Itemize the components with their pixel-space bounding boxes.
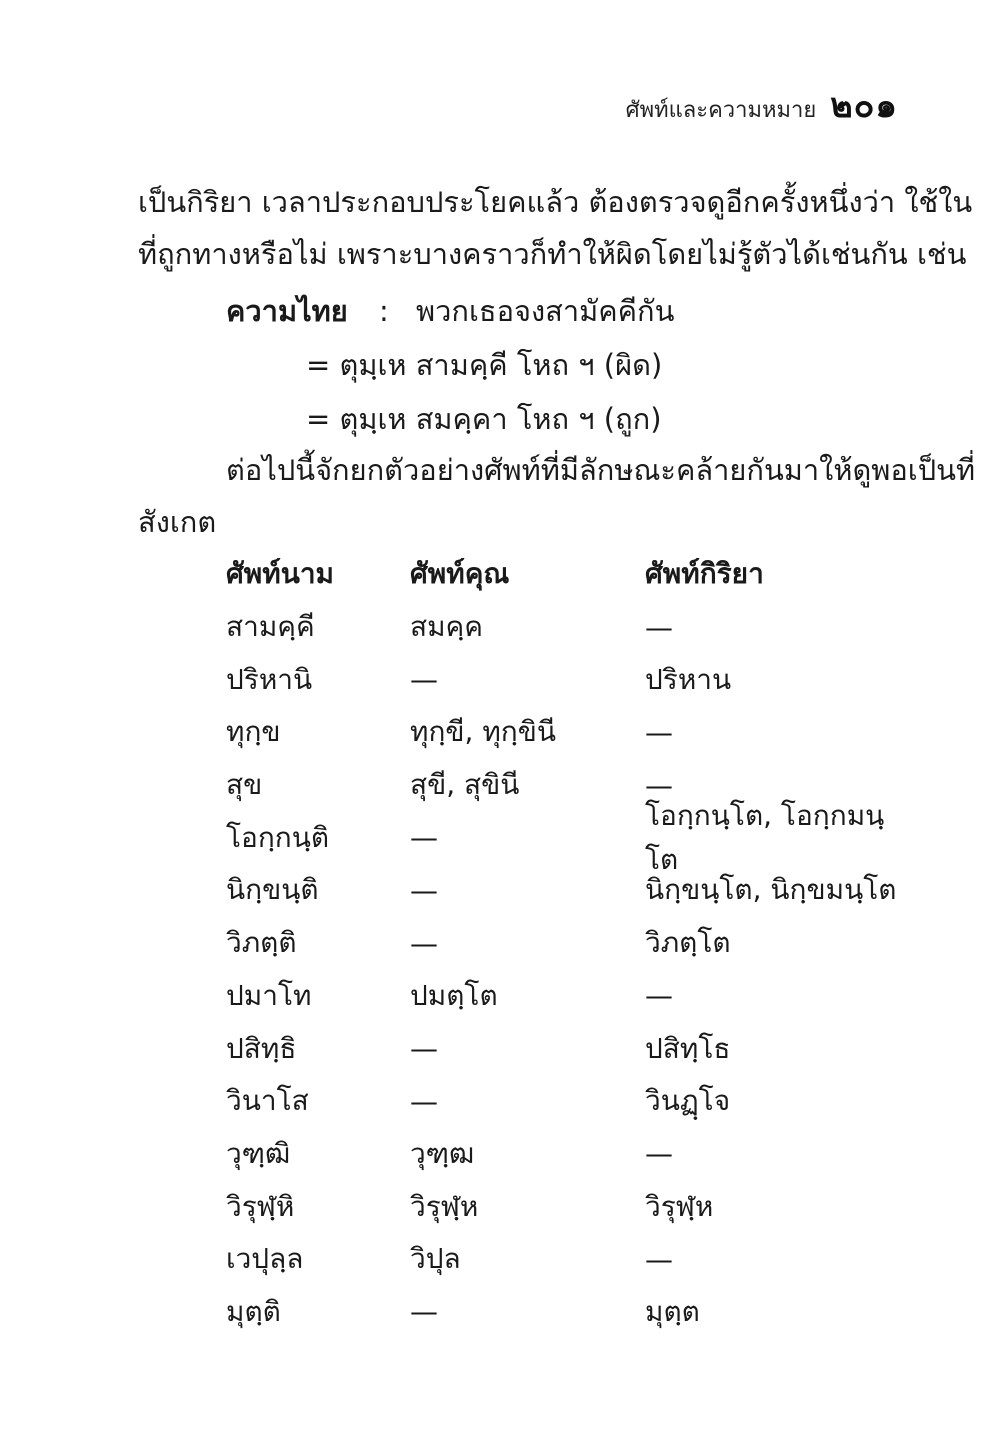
verb-cell: — [645, 610, 673, 644]
adjective-cell: — [410, 1084, 438, 1118]
table-row [226, 1128, 906, 1181]
verb-cell: วิภตฺโต [645, 926, 731, 960]
adjective-cell: — [410, 821, 438, 855]
table-row [226, 1233, 906, 1286]
adjective-cell: — [410, 926, 438, 960]
noun-cell: นิกฺขนฺติ [226, 873, 319, 907]
table-row [226, 1286, 906, 1339]
noun-cell: วิรุฬฺหิ [226, 1189, 295, 1223]
example-label: ความไทย [226, 294, 348, 328]
noun-cell: ปริหานิ [226, 662, 313, 696]
table-row [226, 706, 906, 759]
noun-cell: ปสิทฺธิ [226, 1031, 297, 1065]
verb-cell: — [645, 979, 673, 1013]
adjective-cell: วิรุฬฺห [410, 1189, 479, 1223]
header-adjective: ศัพท์คุณ [410, 557, 510, 591]
paragraph-1-line-2: ที่ถูกทางหรือไม่ เพราะบางคราวก็ทำให้ผิดโดยไม่รู้ตัวได้เช่นกัน เช่น [138, 237, 967, 271]
verb-cell: นิกฺขนฺโต, นิกฺขมนฺโต [645, 873, 897, 907]
adjective-cell: สุขี, สุขินี [410, 768, 520, 802]
table-row [226, 917, 906, 970]
example-thai-sentence: พวกเธอจงสามัคคีกัน [416, 294, 675, 328]
verb-cell: วินฏฺโจ [645, 1084, 731, 1118]
verb-cell: ปสิทฺโธ [645, 1031, 731, 1065]
verb-cell: — [645, 1137, 673, 1171]
noun-cell: ปมาโท [226, 978, 312, 1012]
verb-cell: วิรุฬฺห [645, 1189, 714, 1223]
paragraph-2-line-1: ต่อไปนี้จักยกตัวอย่างศัพท์ที่มีลักษณะคล้ายกันมาให้ดูพอเป็นที่ [226, 453, 976, 487]
example-wrong-translation: = ตุมฺเห สามคฺคี โหถ ฯ (ผิด) [306, 348, 663, 382]
paragraph-2-line-2: สังเกต [138, 505, 217, 539]
verb-cell: ปริหาน [645, 662, 732, 696]
table-row [226, 1180, 906, 1233]
page-header [626, 78, 898, 132]
table-row [226, 798, 906, 876]
noun-cell: ทุกฺข [226, 715, 281, 749]
adjective-cell: วิปุล [410, 1242, 461, 1276]
noun-cell: สามคฺคี [226, 610, 315, 644]
adjective-cell: — [410, 1032, 438, 1066]
adjective-cell: วุฑฺฒ [410, 1136, 475, 1170]
header-verb: ศัพท์กิริยา [645, 557, 764, 591]
page-number: ๒๐๑ [830, 86, 898, 126]
verb-cell: — [645, 768, 673, 802]
noun-cell: เวปุลฺล [226, 1242, 304, 1276]
table-row [226, 653, 906, 706]
example-colon: : [379, 294, 389, 328]
noun-cell: สุข [226, 768, 263, 802]
verb-cell: โอกฺกนฺโต, โอกฺกมนฺโต [645, 798, 885, 876]
table-header-row [226, 548, 906, 601]
adjective-cell: ปมตฺโต [410, 978, 498, 1012]
noun-cell: วินาโส [226, 1084, 309, 1118]
noun-cell: วิภตฺติ [226, 926, 297, 960]
word-table [226, 548, 906, 1338]
table-row [226, 601, 906, 654]
table-row [226, 1022, 906, 1075]
verb-cell: มุตฺต [645, 1294, 700, 1328]
table-row [226, 970, 906, 1023]
verb-cell: — [645, 1242, 673, 1276]
noun-cell: มุตฺติ [226, 1294, 281, 1328]
adjective-cell: สมคฺค [410, 610, 484, 644]
header-noun: ศัพท์นาม [226, 557, 335, 591]
paragraph-1-line-1: เป็นกิริยา เวลาประกอบประโยคแล้ว ต้องตรวจดูอีกครั้งหนึ่งว่า ใช้ใน [138, 185, 973, 219]
noun-cell: โอกฺกนฺติ [226, 820, 330, 854]
adjective-cell: — [410, 873, 438, 907]
example-correct-translation: = ตุมฺเห สมคฺคา โหถ ฯ (ถูก) [306, 402, 662, 436]
adjective-cell: — [410, 663, 438, 697]
adjective-cell: — [410, 1295, 438, 1329]
table-row [226, 864, 906, 917]
table-row [226, 1075, 906, 1128]
example-line [226, 288, 674, 334]
verb-cell: — [645, 715, 673, 749]
noun-cell: วุฑฺฒิ [226, 1136, 291, 1170]
adjective-cell: ทุกฺขี, ทุกฺขินี [410, 715, 557, 749]
running-title: ศัพท์และความหมาย [625, 98, 817, 123]
